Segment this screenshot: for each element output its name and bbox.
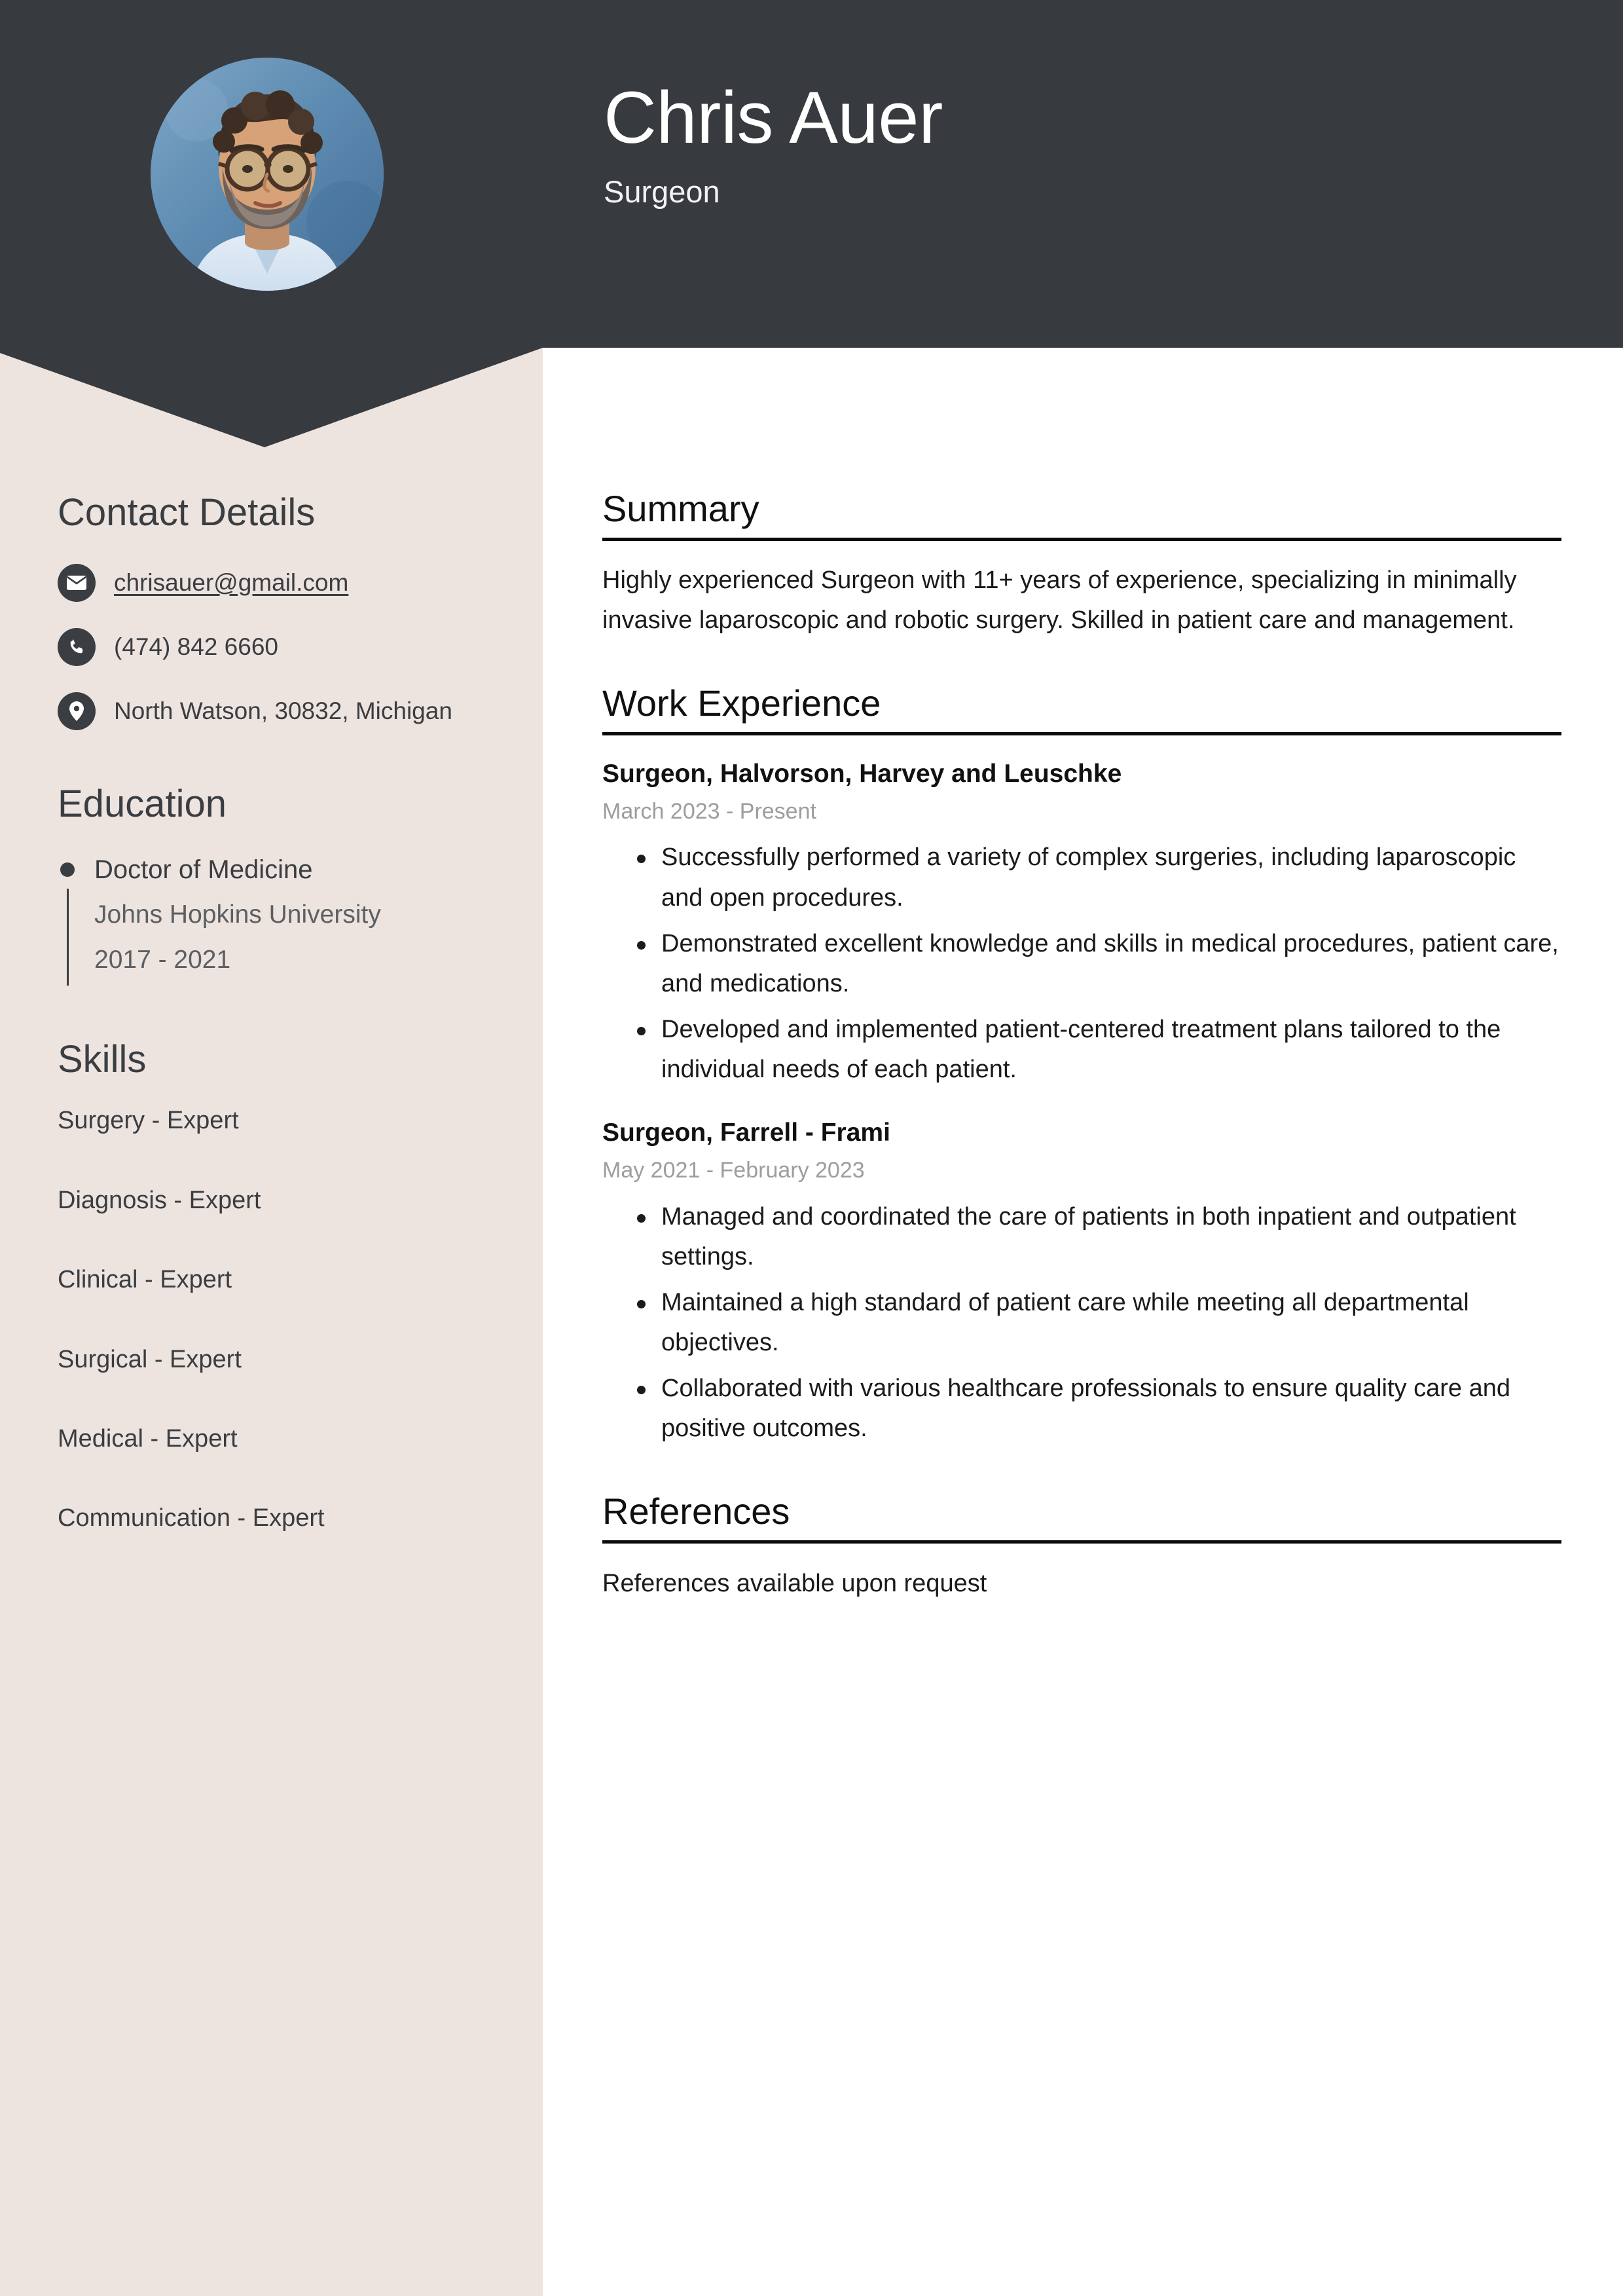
summary-text: Highly experienced Surgeon with 11+ years of experience, specializing in minimally invasive laparoscopic and robotic surgery. Skilled in patient care and management. [602, 566, 1517, 635]
contact-item-phone[interactable] [58, 628, 516, 666]
contact-list [58, 564, 516, 730]
education-timeline-line [67, 889, 69, 986]
job-title: Surgeon, Halvorson, Harvey and Leuschke [602, 759, 1122, 788]
contact-email-value[interactable]: chrisauer@gmail.com [114, 568, 349, 596]
summary-section [602, 489, 1561, 641]
skill-item: Diagnosis - Expert [58, 1186, 261, 1214]
references-section [602, 1491, 1561, 1603]
main-content [602, 489, 1561, 1602]
header-text-block [604, 79, 943, 209]
skills-list [58, 1105, 516, 1534]
education-bullet-icon [60, 862, 75, 877]
contact-item-location[interactable] [58, 692, 516, 730]
references-heading: References [602, 1491, 1561, 1544]
skills-section [58, 1038, 516, 1535]
job-dates: March 2023 - Present [602, 799, 816, 824]
job-bullet: Collaborated with various healthcare professionals to ensure quality care and positive outcomes. [661, 1369, 1561, 1449]
skill-item: Surgical - Expert [58, 1345, 242, 1373]
job-entry [602, 758, 1561, 1090]
education-school: Johns Hopkins University [94, 900, 381, 929]
candidate-job-title: Surgeon [604, 174, 720, 209]
skill-item: Clinical - Expert [58, 1266, 232, 1294]
skill-item: Communication - Expert [58, 1504, 325, 1532]
sidebar-content [58, 491, 516, 1535]
job-bullet: Developed and implemented patient-centered treatment plans tailored to the individual needs of each patient. [661, 1010, 1561, 1090]
skill-item: Medical - Expert [58, 1424, 238, 1453]
job-bullet: Managed and coordinated the care of patients in both inpatient and outpatient settings. [661, 1197, 1561, 1278]
avatar [151, 58, 384, 291]
job-bullet: Demonstrated excellent knowledge and skills in medical procedures, patient care, and medications. [661, 924, 1561, 1005]
work-experience-section [602, 683, 1561, 1449]
job-bullet: Maintained a high standard of patient care while meeting all departmental objectives. [661, 1283, 1561, 1363]
job-entry [602, 1117, 1561, 1449]
education-heading: Education [58, 782, 227, 825]
summary-heading: Summary [602, 489, 1561, 541]
education-years: 2017 - 2021 [94, 946, 231, 974]
location-pin-icon [58, 692, 96, 730]
envelope-icon [58, 564, 96, 602]
education-item [58, 852, 516, 977]
skills-heading: Skills [58, 1037, 147, 1081]
job-dates: May 2021 - February 2023 [602, 1158, 865, 1183]
education-section [58, 783, 516, 978]
job-bullet-list [602, 1197, 1561, 1449]
contact-phone-value[interactable]: (474) 842 6660 [114, 633, 278, 660]
contact-details-heading: Contact Details [58, 491, 316, 534]
job-bullet-list [602, 838, 1561, 1090]
work-experience-heading: Work Experience [602, 683, 1561, 735]
job-bullet: Successfully performed a variety of complex surgeries, including laparoscopic and open procedures. [661, 838, 1561, 918]
references-text: References available upon request [602, 1569, 987, 1597]
job-title: Surgeon, Farrell - Frami [602, 1118, 890, 1147]
skill-item: Surgery - Expert [58, 1107, 239, 1135]
contact-location-value[interactable]: North Watson, 30832, Michigan [114, 697, 452, 724]
contact-item-email[interactable] [58, 564, 516, 602]
phone-icon [58, 628, 96, 666]
education-degree: Doctor of Medicine [94, 855, 313, 885]
candidate-name: Chris Auer [604, 77, 943, 158]
